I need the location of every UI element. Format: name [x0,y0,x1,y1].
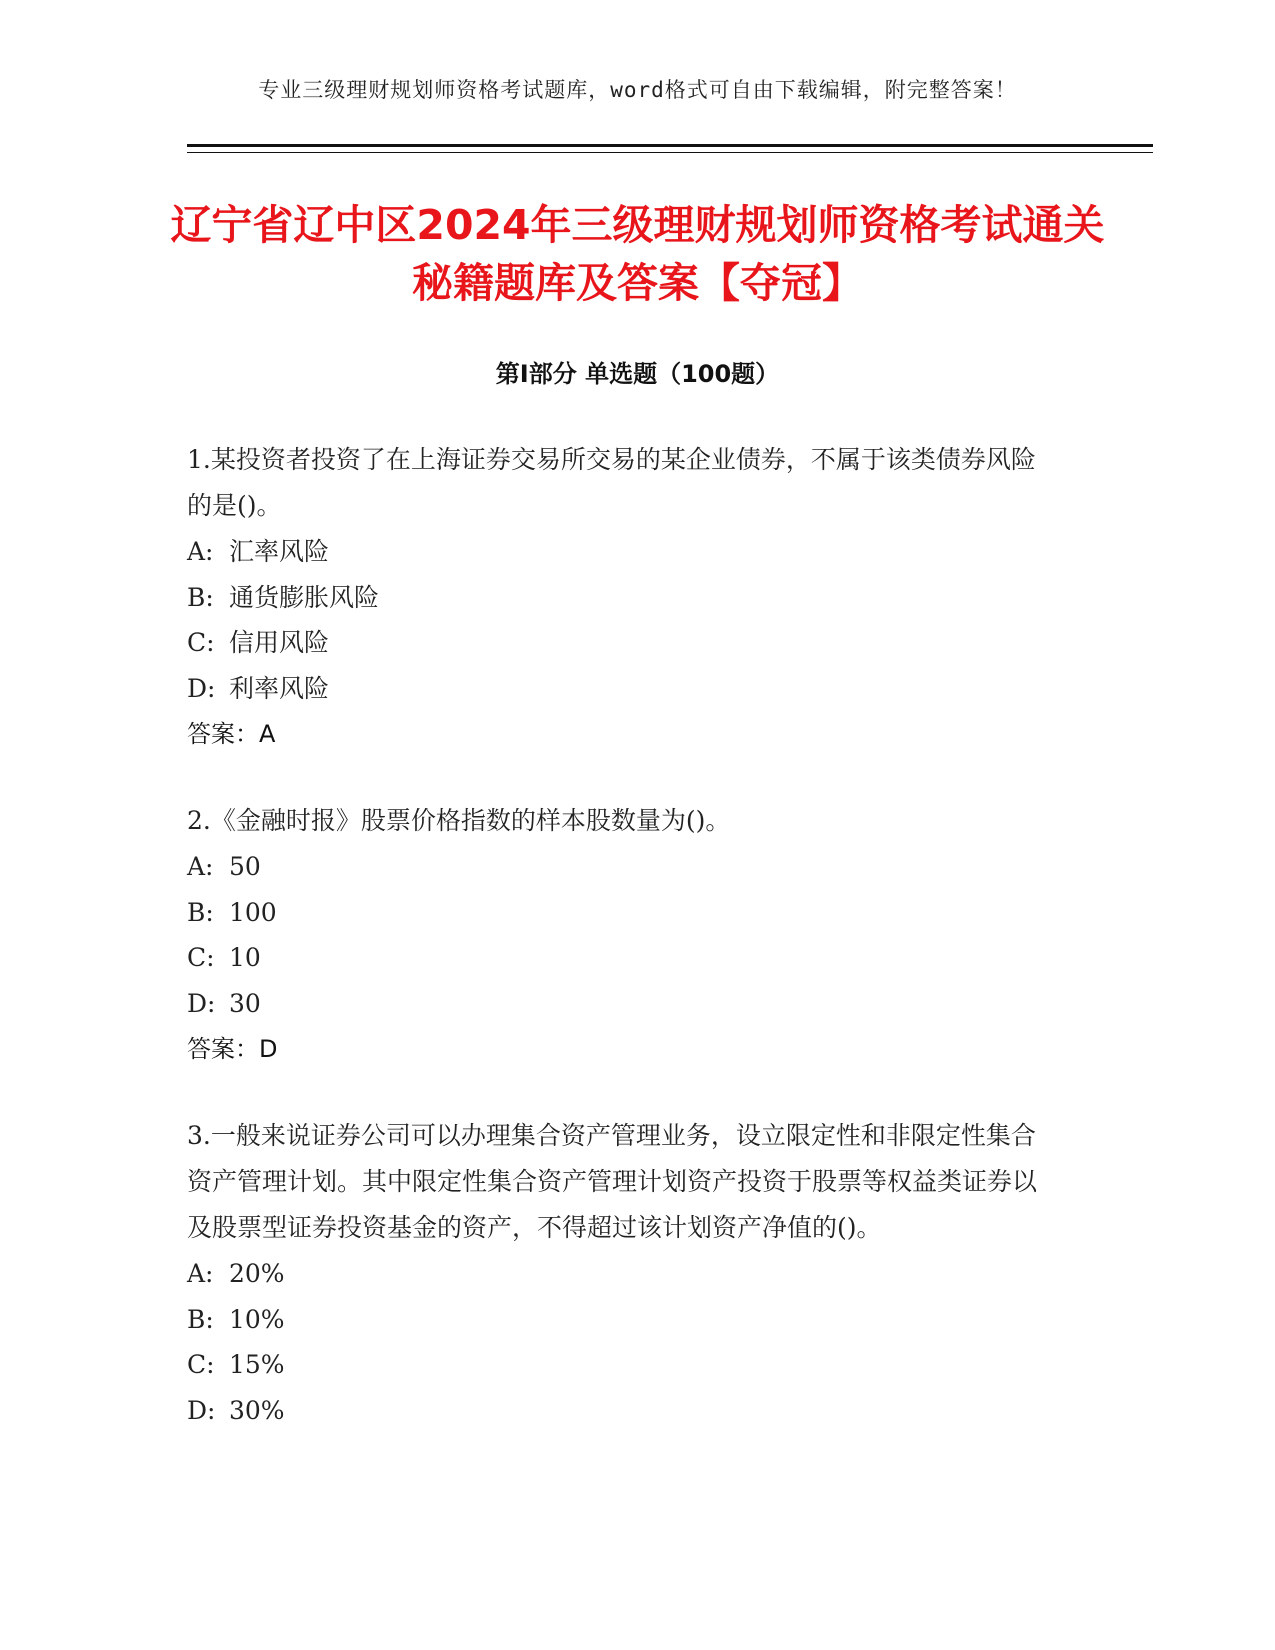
option-d [187,981,1057,1027]
option-b [187,890,1057,936]
document-title: 辽宁省辽中区2024年三级理财规划师资格考试通关秘籍题库及答案【夺冠】 [170,201,1105,307]
option-letter: B: [187,582,214,612]
option-text: 30 [229,988,261,1018]
option-letter: A: [187,537,214,566]
question-3 [187,1113,1057,1433]
option-text: 30% [229,1395,285,1425]
option-b [187,575,1057,621]
question-stem: 3.一般来说证券公司可以办理集合资产管理业务，设立限定性和非限定性集合资产管理计划。其中限定性集合资产管理计划资产投资于股票等权益类证券以及股票型证券投资基金的资产，不得超过该计划资产净值的()。 [187,1121,1038,1242]
section-heading: 第Ⅰ部分 单选题（100题） [495,360,780,388]
option-a [187,1251,1057,1297]
option-letter: D: [187,673,216,703]
answer-line: 答案：D [187,1035,278,1063]
option-b [187,1297,1057,1343]
question-stem: 2.《金融时报》股票价格指数的样本股数量为()。 [187,806,731,835]
question-stem: 1.某投资者投资了在上海证券交易所交易的某企业债券，不属于该类债券风险的是()。 [187,445,1036,520]
header-note: 专业三级理财规划师资格考试题库，word格式可自由下载编辑，附完整答案！ [258,78,1017,102]
option-letter: B: [187,897,214,927]
option-text: 20% [229,1259,285,1288]
answer-line: 答案：A [187,720,276,748]
option-text: 信用风险 [229,628,330,657]
option-letter: B: [187,1304,214,1334]
question-2 [187,798,1057,1072]
option-letter: C: [187,943,215,972]
question-1 [187,437,1057,757]
option-a [187,529,1057,575]
option-letter: C: [187,1350,215,1379]
option-a [187,844,1057,890]
option-text: 汇率风险 [229,537,330,566]
header-rule-thin [187,152,1153,153]
option-letter: C: [187,628,215,657]
option-c [187,935,1057,981]
option-text: 10% [229,1304,285,1334]
option-c [187,1342,1057,1388]
option-d [187,1388,1057,1434]
option-text: 100 [229,897,277,927]
option-c [187,620,1057,666]
option-letter: D: [187,988,216,1018]
option-letter: A: [187,1259,214,1288]
option-text: 50 [229,852,261,881]
question-list [187,437,1057,1474]
option-letter: D: [187,1395,216,1425]
option-text: 10 [229,943,261,972]
header-rule-thick [187,144,1153,147]
option-d [187,666,1057,712]
option-text: 15% [229,1350,285,1379]
option-text: 利率风险 [229,673,330,703]
option-letter: A: [187,852,214,881]
option-text: 通货膨胀风险 [229,582,380,612]
